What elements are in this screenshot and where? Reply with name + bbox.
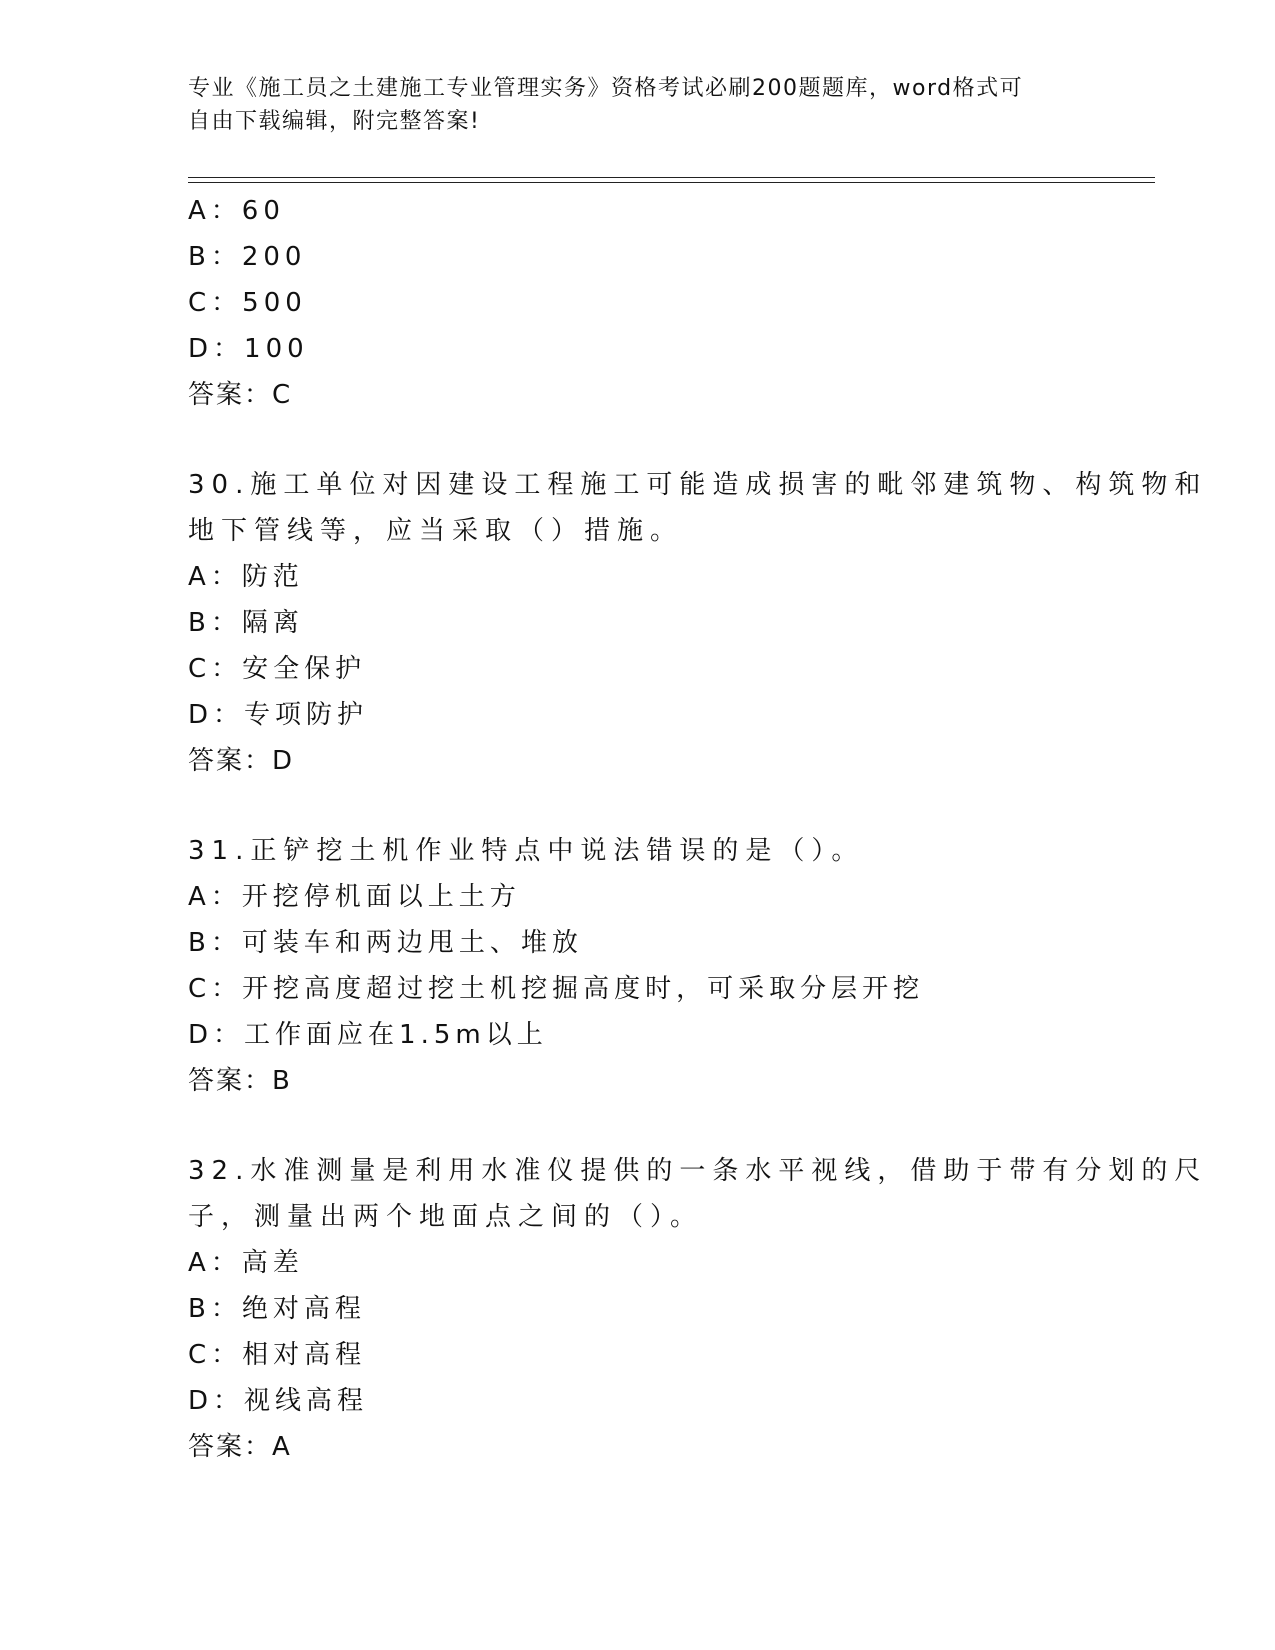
question-text-line-2: 地下管线等，应当采取（）措施。 bbox=[188, 516, 684, 546]
question-31 bbox=[188, 828, 1088, 1104]
answer: 答案：D bbox=[188, 746, 295, 776]
option-c: C：相对高程 bbox=[188, 1340, 367, 1370]
question-29 bbox=[188, 188, 1088, 418]
option-b: B：绝对高程 bbox=[188, 1294, 366, 1324]
header-line-1: 专业《施工员之土建施工专业管理实务》资格考试必刷200题题库，word格式可 bbox=[188, 76, 1024, 101]
question-text-line-2: 子，测量出两个地面点之间的（）。 bbox=[188, 1202, 704, 1232]
option-d: D：工作面应在1.5m以上 bbox=[188, 1020, 548, 1050]
option-c: C：安全保护 bbox=[188, 654, 367, 684]
question-30 bbox=[188, 462, 1208, 784]
header-rule-top bbox=[188, 177, 1155, 178]
option-a: A：60 bbox=[188, 196, 285, 226]
option-d: D：专项防护 bbox=[188, 700, 369, 730]
option-b: B：隔离 bbox=[188, 608, 304, 638]
option-b: B：可装车和两边甩土、堆放 bbox=[188, 928, 583, 958]
answer: 答案：C bbox=[188, 380, 293, 410]
answer: 答案：B bbox=[188, 1066, 292, 1096]
question-text-line-1: 30.施工单位对因建设工程施工可能造成损害的毗邻建筑物、构筑物和 bbox=[188, 470, 1208, 500]
question-list bbox=[188, 188, 1208, 1470]
header-line-2: 自由下载编辑，附完整答案! bbox=[188, 109, 481, 134]
option-c: C：开挖高度超过挖土机挖掘高度时，可采取分层开挖 bbox=[188, 974, 925, 1004]
document-header bbox=[188, 72, 1068, 138]
question-32 bbox=[188, 1148, 1208, 1470]
question-text-line-1: 31.正铲挖土机作业特点中说法错误的是（）。 bbox=[188, 836, 865, 866]
option-a: A：防范 bbox=[188, 562, 304, 592]
option-d: D：视线高程 bbox=[188, 1386, 369, 1416]
option-a: A：开挖停机面以上土方 bbox=[188, 882, 521, 912]
header-rule-bottom bbox=[188, 182, 1155, 183]
answer: 答案：A bbox=[188, 1432, 292, 1462]
question-text-line-1: 32.水准测量是利用水准仪提供的一条水平视线，借助于带有分划的尺 bbox=[188, 1156, 1208, 1186]
option-b: B：200 bbox=[188, 242, 307, 272]
option-a: A：高差 bbox=[188, 1248, 304, 1278]
option-d: D：100 bbox=[188, 334, 309, 364]
option-c: C：500 bbox=[188, 288, 307, 318]
